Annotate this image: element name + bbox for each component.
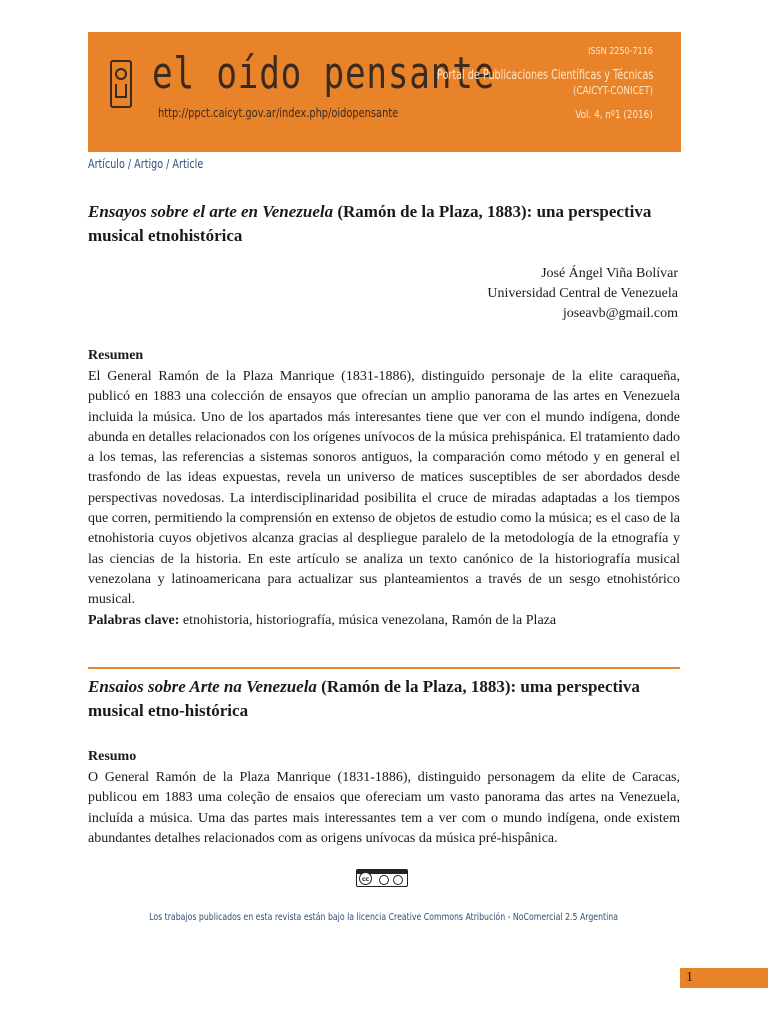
author-block xyxy=(487,264,678,324)
journal-name: el oído pensante xyxy=(152,48,496,99)
nc-icon xyxy=(393,875,403,885)
abstract-es-text: El General Ramón de la Plaza Manrique (1831-1886), distinguido personaje de la elite caraqueña, publicó en 1883 una colección de ensayos que ofrecían un amplio panorama de las artes en Venezuela incluida la música. Uno de los apartados más interesantes tiene que ver con el mundo indígena, donde abunda en detalles relacionados con los orígenes unívocos de la música prehispánica. El tratamiento dado a los temas, las referencias a sistemas sonoros antiguos, la comparación como método y en general el trasfondo de las ideas expuestas, revela un universo de matices susceptibles de ser abordados desde perspectivas novedosas. La interdisciplinaridad posibilita el cruce de miradas adaptadas a los tiempos que corren, permitiendo la comprensión en extenso de objetos de estudio como la música; es el caso de la etnohistoria cuyos objetivos alcanza gracias al despliegue paralelo de la metodología de la etnografía y las ciencias de la historia. En este artículo se analiza un texto canónico de la historiografía musical venezolana y latinoamericana para actualizar sus planteamientos a través de un sesgo etnohistórico musical. xyxy=(88,369,680,608)
abstract-es-body xyxy=(88,367,680,631)
keywords-es-label: Palabras clave: xyxy=(88,612,180,628)
article-title-es xyxy=(88,200,680,248)
abstract-pt-body: O General Ramón de la Plaza Manrique (1831-1886), distinguido personagem da elite de Caracas, publicou em 1883 uma coleção de ensaios que ofereciam um vasto panorama das artes na Venezuela, incluída a música. Uma das partes mais interessantes tem a ver com o mundo indígena, onde existem abundantes detalhes relacionados com as origens unívocas da música pré-hispânica. xyxy=(88,770,680,846)
journal-logo-icon xyxy=(110,60,132,108)
title-es-italic: Ensayos sobre el arte en Venezuela xyxy=(88,202,334,221)
journal-portal: Portal de Publicaciones Científicas y Técnicas xyxy=(436,68,653,83)
author-name: José Ángel Viña Bolívar xyxy=(541,266,678,281)
article-title-pt xyxy=(88,675,680,723)
journal-url-link[interactable]: http://ppct.caicyt.gov.ar/index.php/oidopensante xyxy=(158,106,399,120)
section-divider xyxy=(88,667,680,669)
license-text[interactable]: Los trabajos publicados en esta revista están bajo la licencia Creative Commons Atribución - NoComercial 2.5 Argentina xyxy=(149,912,619,923)
keywords-es-list: etnohistoria, historiografía, música venezolana, Ramón de la Plaza xyxy=(179,612,557,628)
title-es-rest: (Ramón de la Plaza, 1883): una perspectiva musical etnohistórica xyxy=(88,202,652,245)
title-pt-rest: (Ramón de la Plaza, 1883): uma perspectiva musical etno-histórica xyxy=(88,677,640,720)
abstract-es-heading: Resumen xyxy=(88,348,144,363)
abstract-pt-heading: Resumo xyxy=(88,749,137,764)
page-number: 1 xyxy=(686,970,693,985)
journal-institution: (CAICYT-CONICET) xyxy=(572,84,653,97)
journal-issn: ISSN 2250-7116 xyxy=(588,46,653,57)
by-icon xyxy=(379,875,389,885)
title-pt-italic: Ensaios sobre Arte na Venezuela xyxy=(88,677,317,696)
cc-icon: cc xyxy=(359,872,372,885)
author-email[interactable]: joseavb@gmail.com xyxy=(562,306,678,321)
article-type-label: Artículo / Artigo / Article xyxy=(88,157,204,171)
page-number-bar xyxy=(680,968,768,988)
creative-commons-icon[interactable] xyxy=(356,869,408,887)
journal-header-banner xyxy=(88,32,681,152)
journal-volume: Vol. 4, nº1 (2016) xyxy=(575,108,653,121)
author-affiliation: Universidad Central de Venezuela xyxy=(487,286,678,301)
keywords-es xyxy=(88,611,680,631)
license-notice xyxy=(0,912,768,923)
